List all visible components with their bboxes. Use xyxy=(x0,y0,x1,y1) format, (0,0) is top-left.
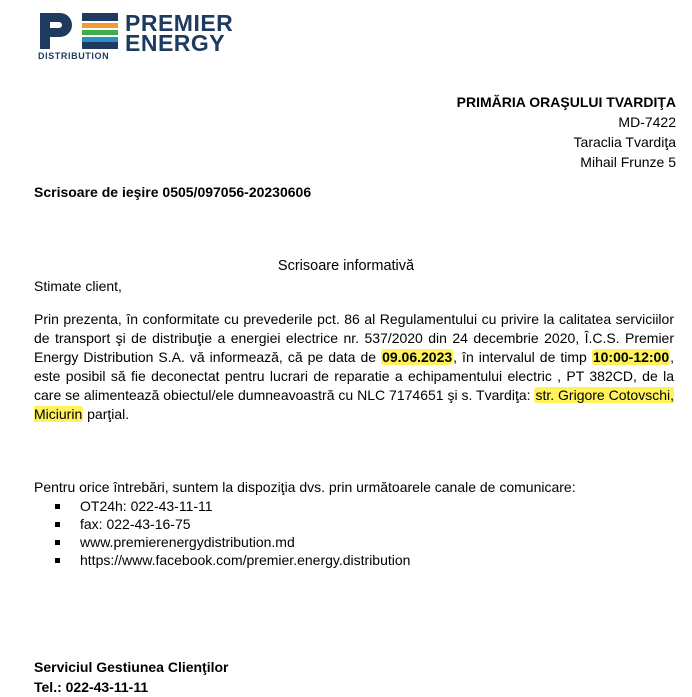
recipient-address xyxy=(457,92,676,172)
contact-item xyxy=(55,551,410,569)
recipient-postal-code: MD-7422 xyxy=(618,114,676,130)
bullet-icon xyxy=(55,504,60,509)
bullet-icon xyxy=(55,558,60,563)
bullet-icon xyxy=(55,522,60,527)
contact-item xyxy=(55,497,410,515)
contact-facebook: https://www.facebook.com/premier.energy.distribution xyxy=(80,552,411,568)
letter-subject: Scrisoare informativă xyxy=(277,258,415,274)
body-text-2: , în intervalul de timp xyxy=(453,349,587,365)
contact-fax: fax: 022-43-16-75 xyxy=(80,516,191,532)
contact-list xyxy=(55,497,410,569)
body-text-4: parţial. xyxy=(83,406,130,422)
contact-item xyxy=(55,533,410,551)
contact-item xyxy=(55,515,410,533)
contact-phone: OT24h: 022-43-11-11 xyxy=(80,498,213,514)
signature-block xyxy=(34,657,229,697)
greeting: Stimate client, xyxy=(34,278,122,294)
footer-phone: Tel.: 022-43-11-11 xyxy=(34,679,149,695)
company-logo xyxy=(38,11,248,61)
highlighted-time: 10:00-12:00 xyxy=(592,349,670,365)
recipient-name: PRIMĂRIA ORAŞULUI TVARDIŢA xyxy=(456,94,676,110)
contact-website: www.premierenergydistribution.md xyxy=(80,534,295,550)
body-paragraph xyxy=(34,310,674,424)
recipient-locality: Taraclia Tvardiţa xyxy=(573,134,676,150)
logo-word-premier: PREMIER xyxy=(125,10,234,36)
body-text-1: Prin prezenta, în conformitate cu prevederile pct. 86 al Regulamentului cu privire la calitatea serviciilor de transport şi de distribuţie a energiei electrice nr. 537/2020 din 24 decembrie 2020, Î.C.S. Premier Energy Distribution S.A. vă informează, că pe data de xyxy=(34,311,674,365)
body-text-3: , este posibil să fie deconectat pentru lucrari de reparatie a echipamentului electric , PT 382CD, de la care se alimentează obiectul/ele dumneavoastră cu NLC 7174651 şi s. Tvardiţa: xyxy=(34,349,675,403)
logo-word-distribution: DISTRIBUTION xyxy=(38,51,110,61)
recipient-street: Mihail Frunze 5 xyxy=(580,154,676,170)
highlighted-street: str. Grigore Cotovschi, Miciurin xyxy=(34,387,674,422)
letter-body xyxy=(34,310,674,424)
contact-intro: Pentru orice întrebări, suntem la dispoziţia dvs. prin următoarele canale de comunicare: xyxy=(34,479,576,495)
letter-reference: Scrisoare de ieşire 0505/097056-20230606 xyxy=(34,184,312,200)
footer-department: Serviciul Gestiunea Clienţilor xyxy=(34,659,229,675)
bullet-icon xyxy=(55,540,60,545)
logo-word-energy: ENERGY xyxy=(125,30,226,56)
highlighted-date: 09.06.2023 xyxy=(382,349,453,365)
logo-mark xyxy=(38,11,122,51)
